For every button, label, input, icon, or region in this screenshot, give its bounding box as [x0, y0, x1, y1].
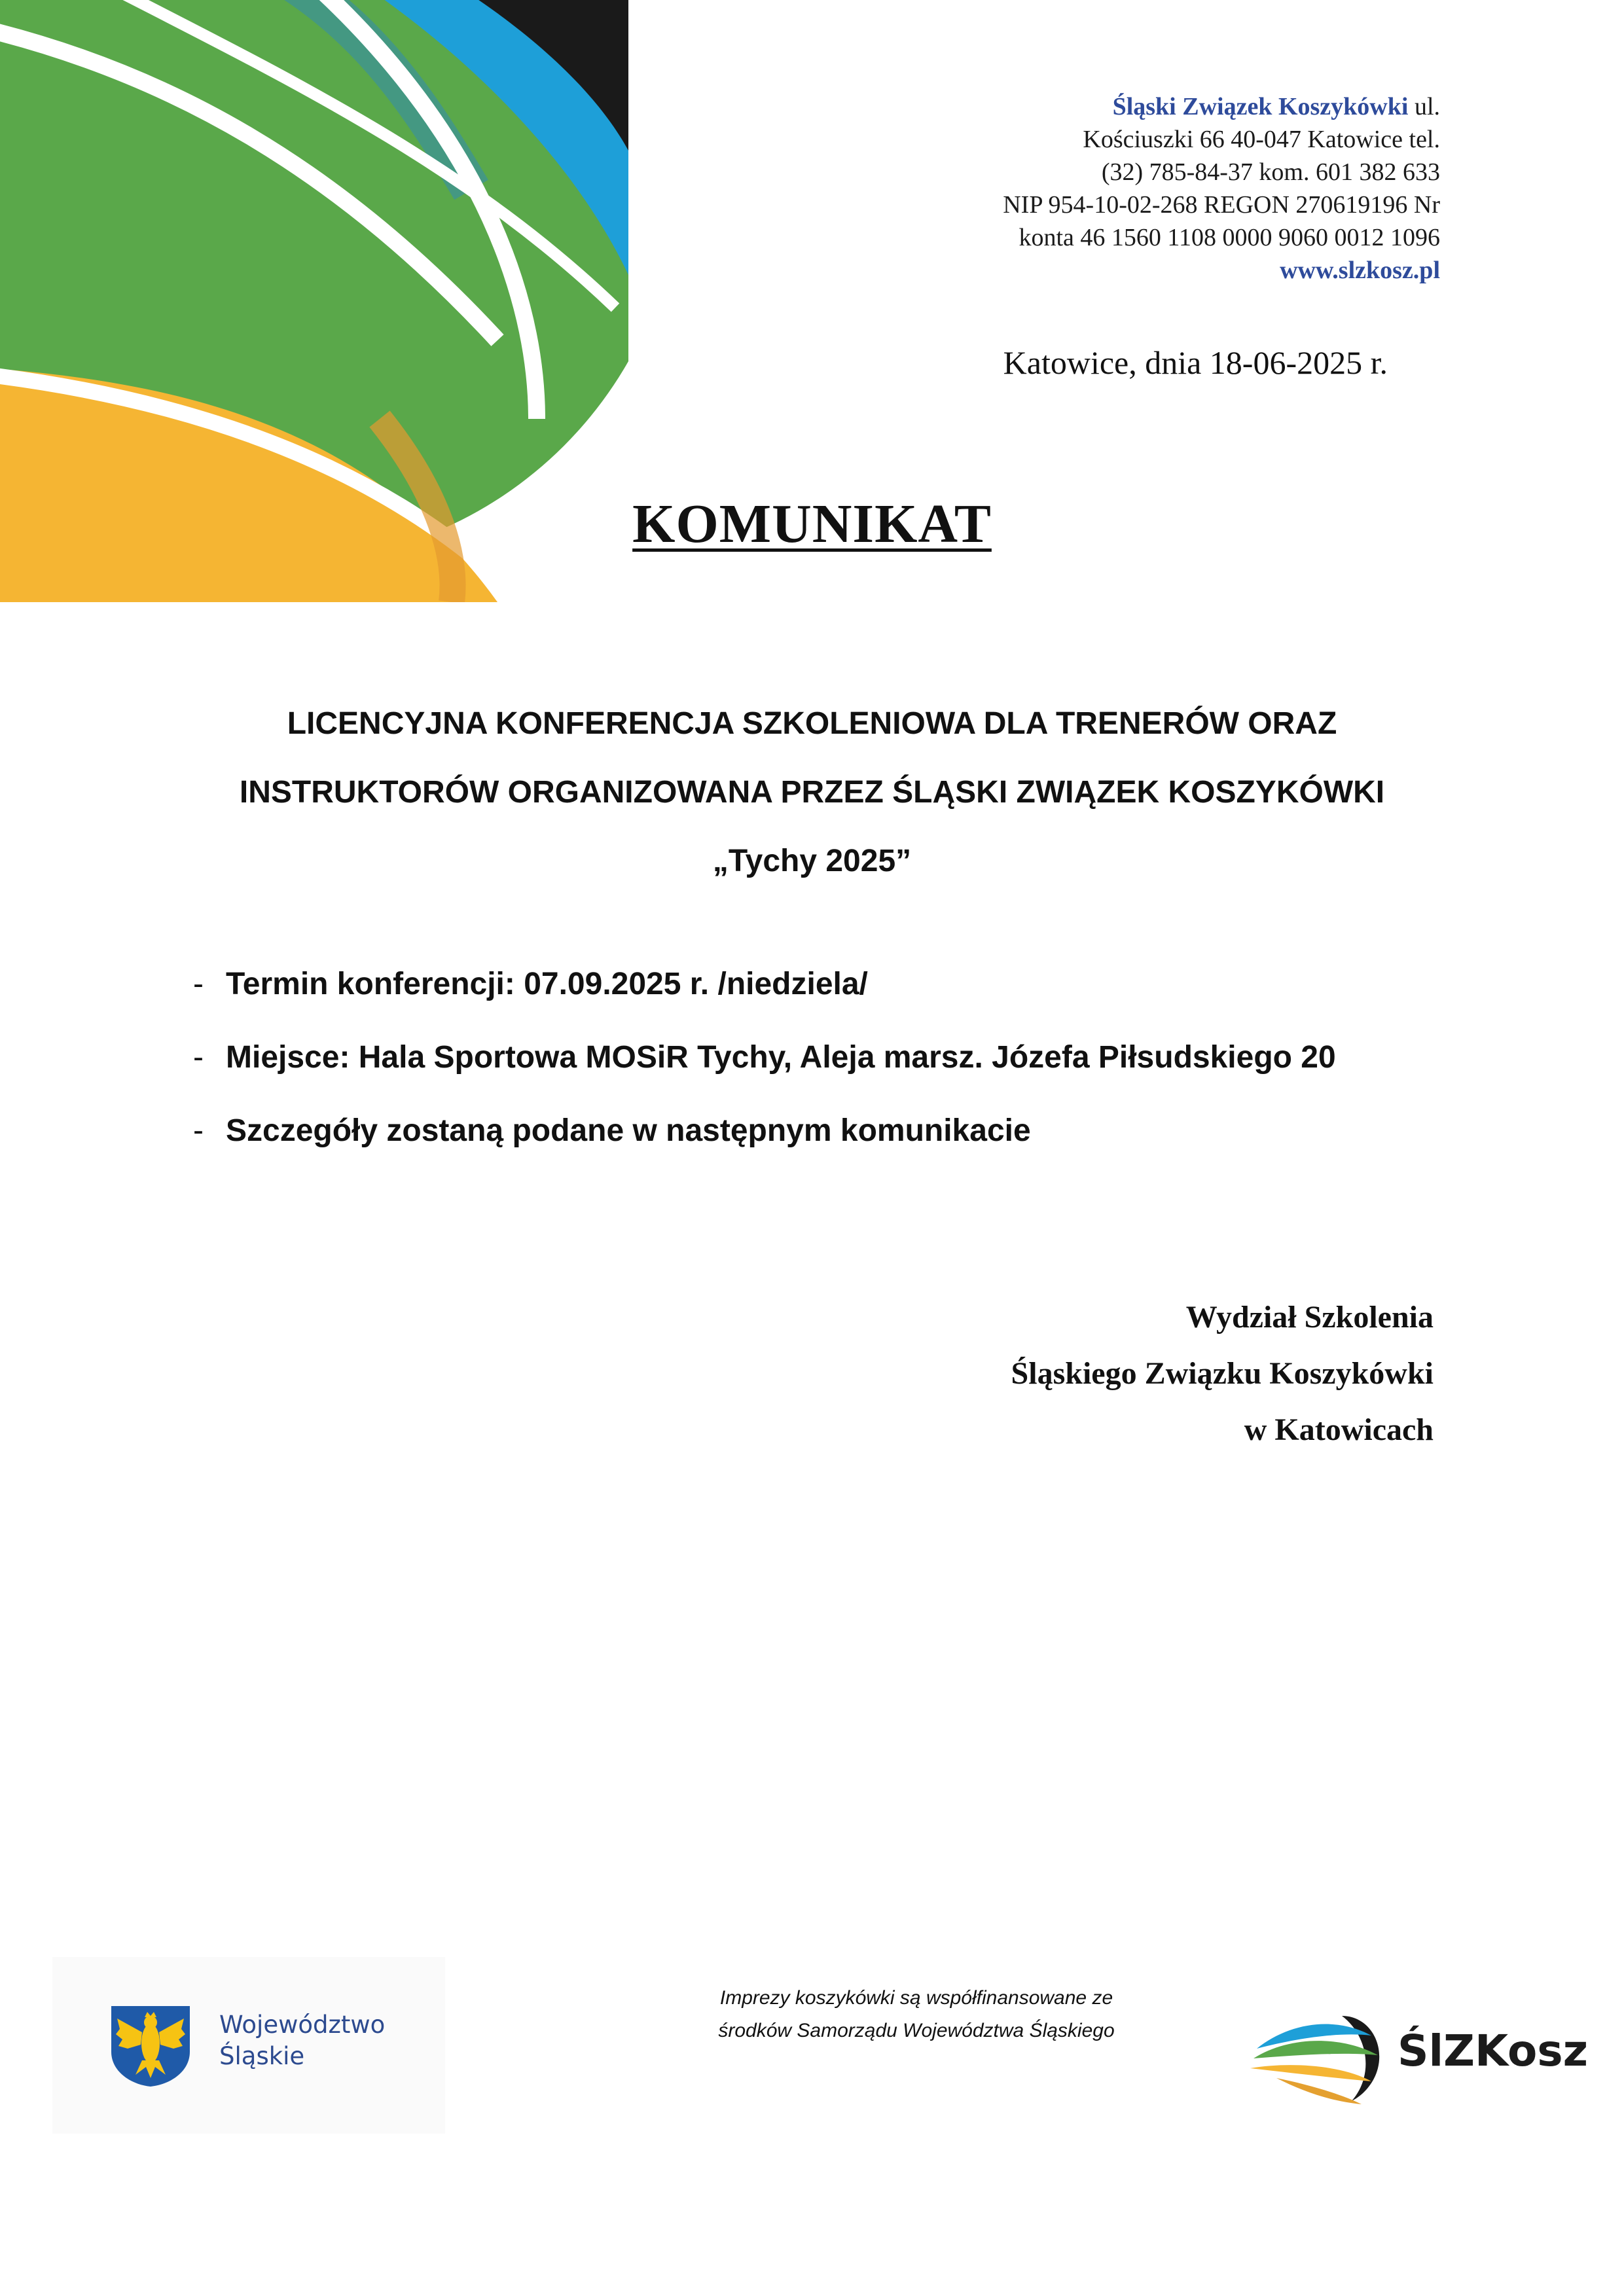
signature-line-3: w Katowicach — [1244, 1412, 1434, 1447]
slzkosz-ball-icon — [1244, 1996, 1394, 2114]
wojewodztwo-line-2: Śląskie — [219, 2042, 305, 2070]
signature-block — [916, 1289, 1434, 1458]
address-line: Kościuszki 66 40-047 Katowice tel. — [1083, 126, 1440, 153]
list-item-text: Miejsce: Hala Sportowa MOSiR Tychy, Aleja marsz. Józefa Piłsudskiego 20 — [226, 1040, 1336, 1075]
wojewodztwo-slaskie-logo — [52, 1957, 445, 2134]
list-item-text: Szczegóły zostaną podane w następnym komunikacie — [226, 1113, 1031, 1148]
slzkosz-logo — [1218, 1990, 1589, 2121]
subtitle-line-1: LICENCYJNA KONFERENCJA SZKOLENIOWA DLA TRENERÓW ORAZ — [287, 706, 1337, 741]
organization-address — [851, 90, 1440, 287]
funding-line-2: środków Samorządu Województwa Śląskiego — [718, 2020, 1115, 2041]
bullet-dash: - — [193, 1040, 204, 1075]
list-item-text: Termin konferencji: 07.09.2025 r. /niedziela/ — [226, 967, 868, 1001]
signature-line-2: Śląskiego Związku Koszykówki — [1011, 1356, 1434, 1391]
bank-account-line: konta 46 1560 1108 0000 9060 0012 1096 — [1019, 224, 1440, 251]
funding-note — [622, 1982, 1211, 2047]
funding-line-1: Imprezy koszykówki są współfinansowane ze — [719, 1987, 1113, 2009]
nip-regon-line: NIP 954-10-02-268 REGON 270619196 Nr — [1003, 191, 1440, 219]
phone-line: (32) 785-84-37 kom. 601 382 633 — [1101, 158, 1440, 186]
list-item-details — [193, 1113, 1502, 1149]
list-item-date — [193, 966, 1502, 1002]
slzkosz-wordmark: ŚlZKosz — [1398, 2026, 1589, 2076]
website-link[interactable]: www.slzkosz.pl — [1280, 257, 1440, 284]
signature-line-1: Wydział Szkolenia — [1185, 1300, 1434, 1335]
wojewodztwo-text — [219, 2009, 385, 2072]
list-item-venue — [193, 1039, 1502, 1075]
date-line: Katowice, dnia 18-06-2025 r. — [1003, 344, 1388, 381]
silesian-eagle-icon — [108, 2003, 193, 2088]
organization-name: Śląski Związek Koszykówki — [1112, 93, 1409, 120]
bullet-dash: - — [193, 1113, 204, 1148]
page-title — [0, 492, 1624, 556]
subtitle-line-3: „Tychy 2025” — [712, 844, 912, 878]
title-text: KOMUNIKAT — [632, 493, 992, 554]
bullet-dash: - — [193, 967, 204, 1001]
address-street-prefix: ul. — [1408, 93, 1440, 120]
wojewodztwo-line-1: Województwo — [219, 2011, 386, 2039]
subtitle-line-2: INSTRUKTORÓW ORGANIZOWANA PRZEZ ŚLĄSKI ZWIĄZEK KOSZYKÓWKI — [239, 775, 1385, 810]
